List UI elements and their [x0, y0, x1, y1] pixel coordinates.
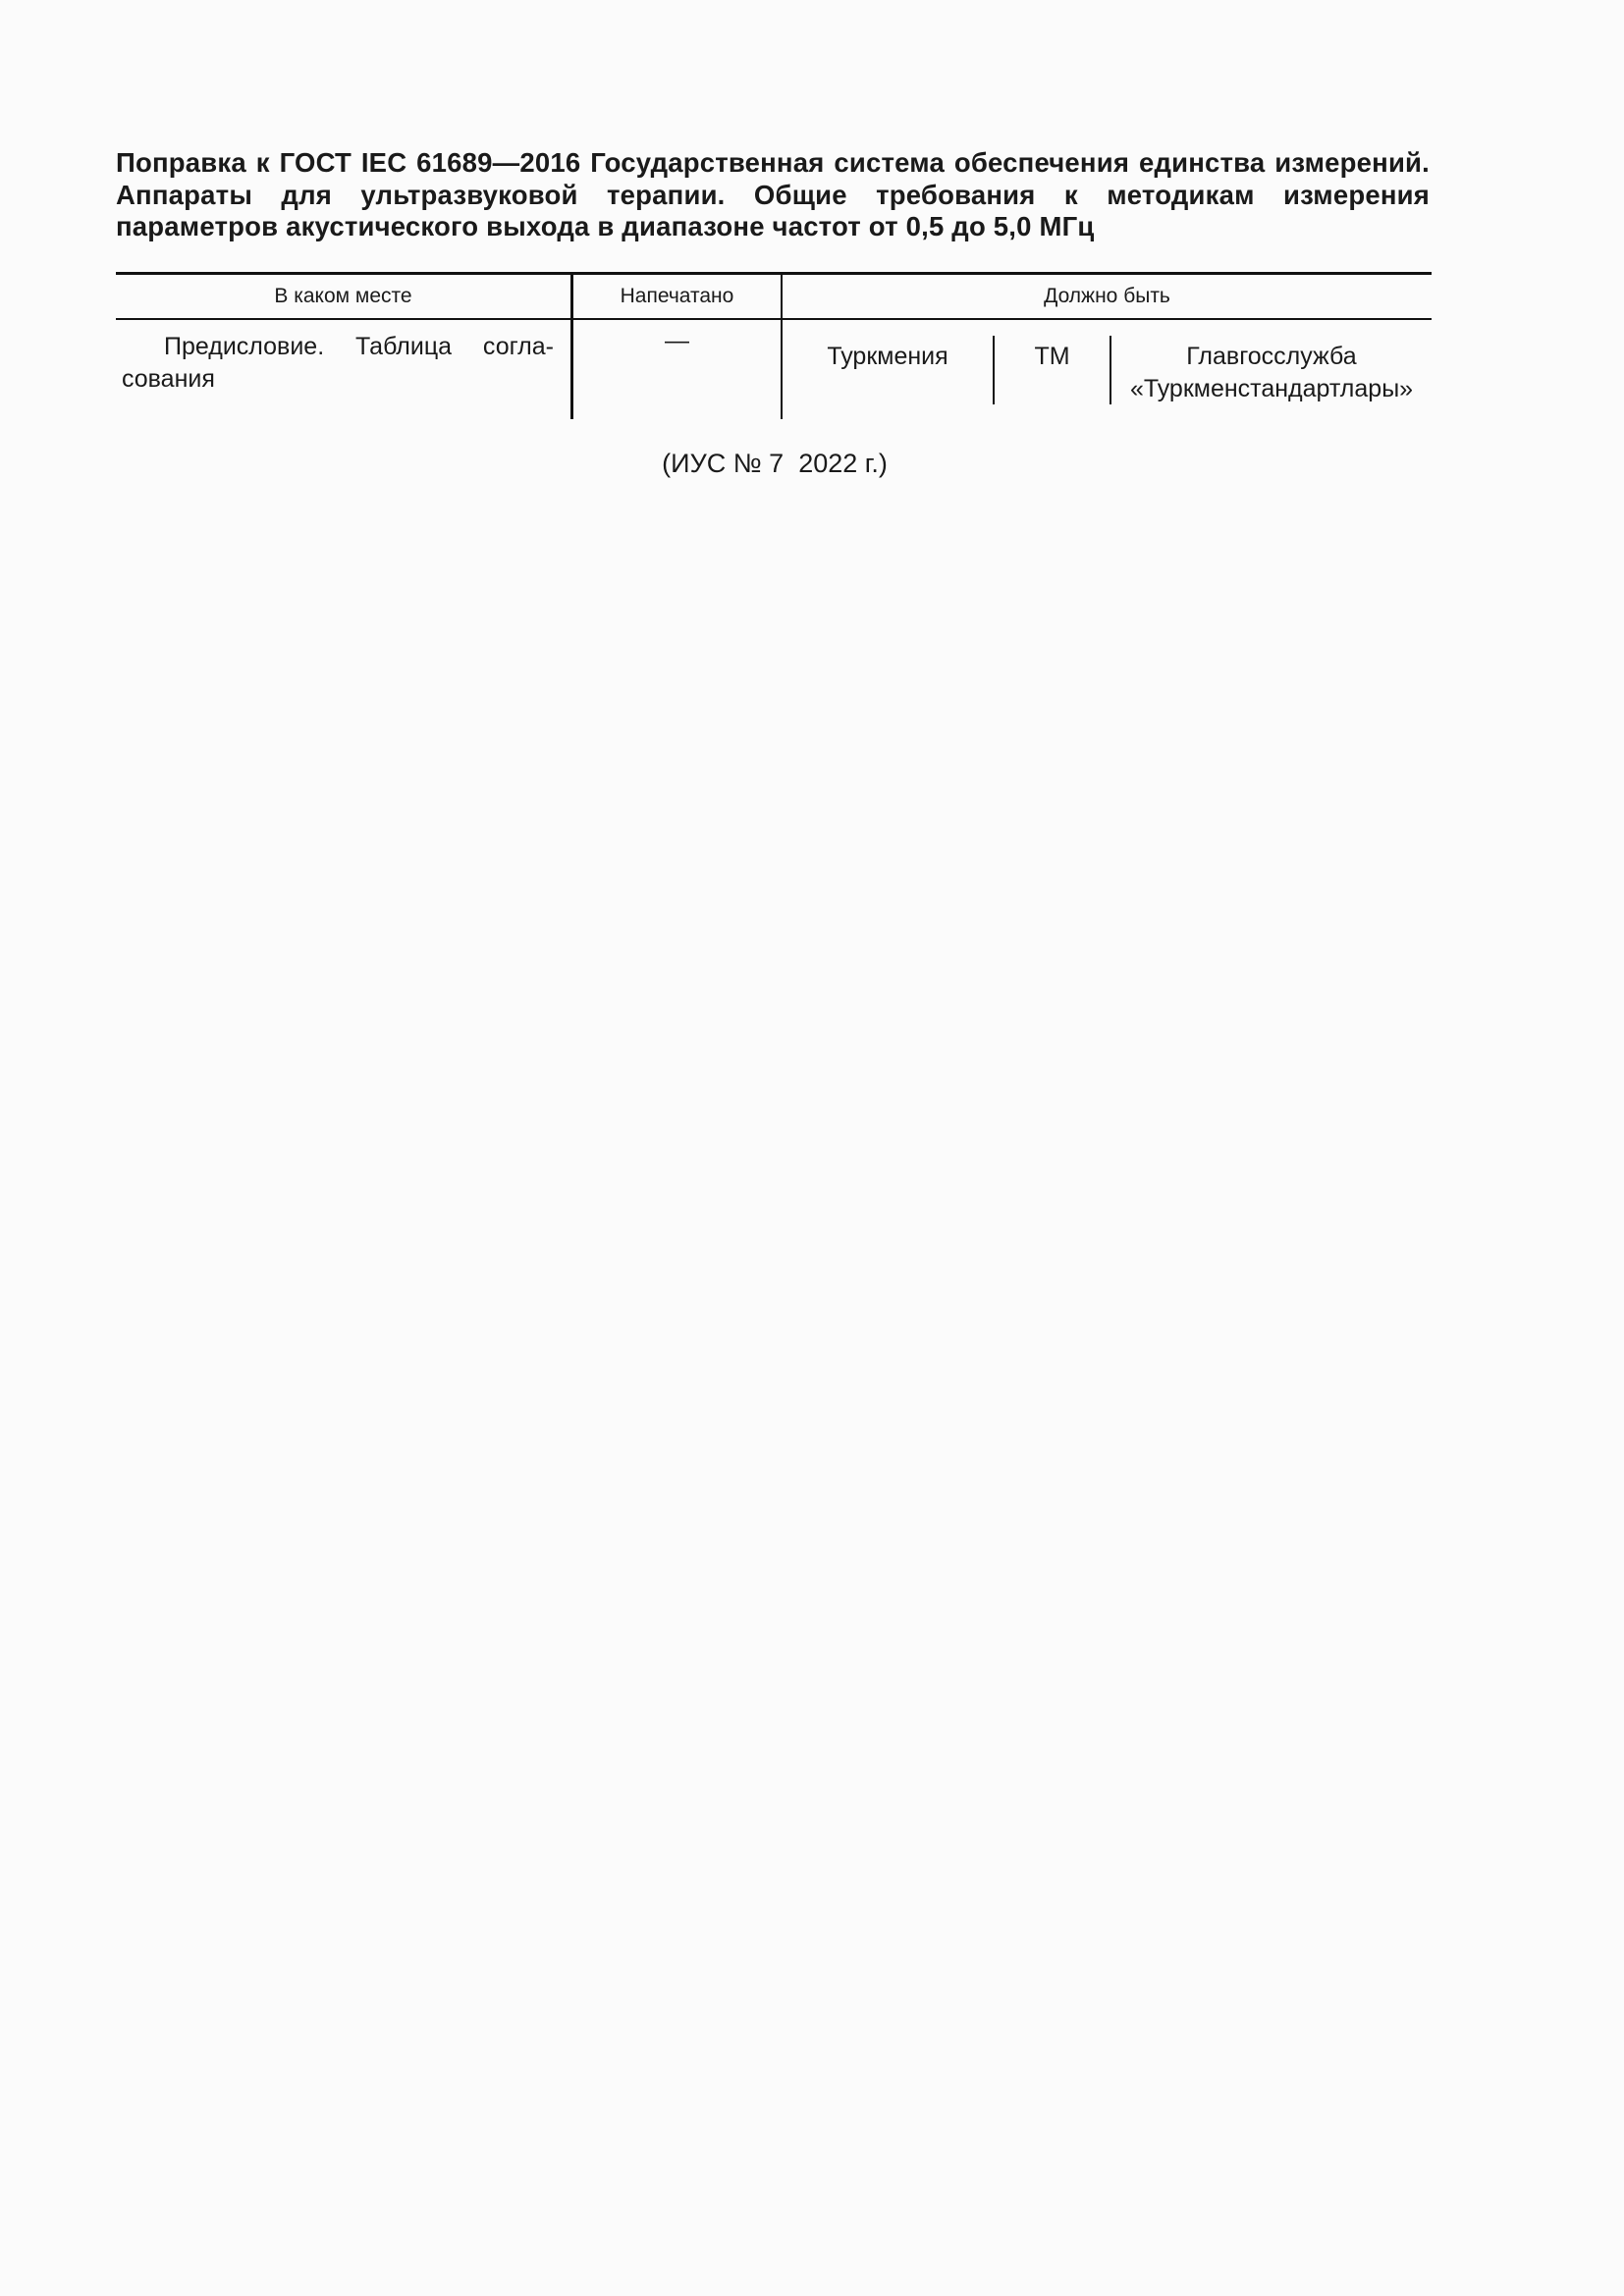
table-top-rule [116, 272, 1432, 275]
organization-line-2: «Туркменстандартлары» [1129, 375, 1414, 402]
ius-reference: (ИУС № 7 2022 г.) [662, 449, 888, 478]
amendment-table [116, 272, 1432, 419]
table-header-rule [116, 318, 1432, 320]
organization-line-1: Главгосслужба [1186, 343, 1357, 370]
header-should-be: Должно быть [1044, 285, 1170, 307]
cell-country-code: TM [1034, 343, 1070, 370]
header-place: В каком месте [274, 285, 412, 307]
cell-country: Туркмения [827, 343, 948, 370]
cell-place [122, 331, 554, 396]
cell-organization [1111, 341, 1432, 405]
amendment-title: Поправка к ГОСТ IEC 61689—2016 Государственная система обеспечения единства измерений. Аппараты для ультразвуковой терапии. Общие требования к методикам измерения параметров акустического выхода в диапазоне частот от 0,5 до 5,0 МГц [116, 147, 1430, 241]
cell-printed: — [665, 327, 689, 354]
cell-place-text: Предисловие. Таблица согла-сования [122, 333, 554, 393]
header-printed: Напечатано [620, 285, 734, 307]
